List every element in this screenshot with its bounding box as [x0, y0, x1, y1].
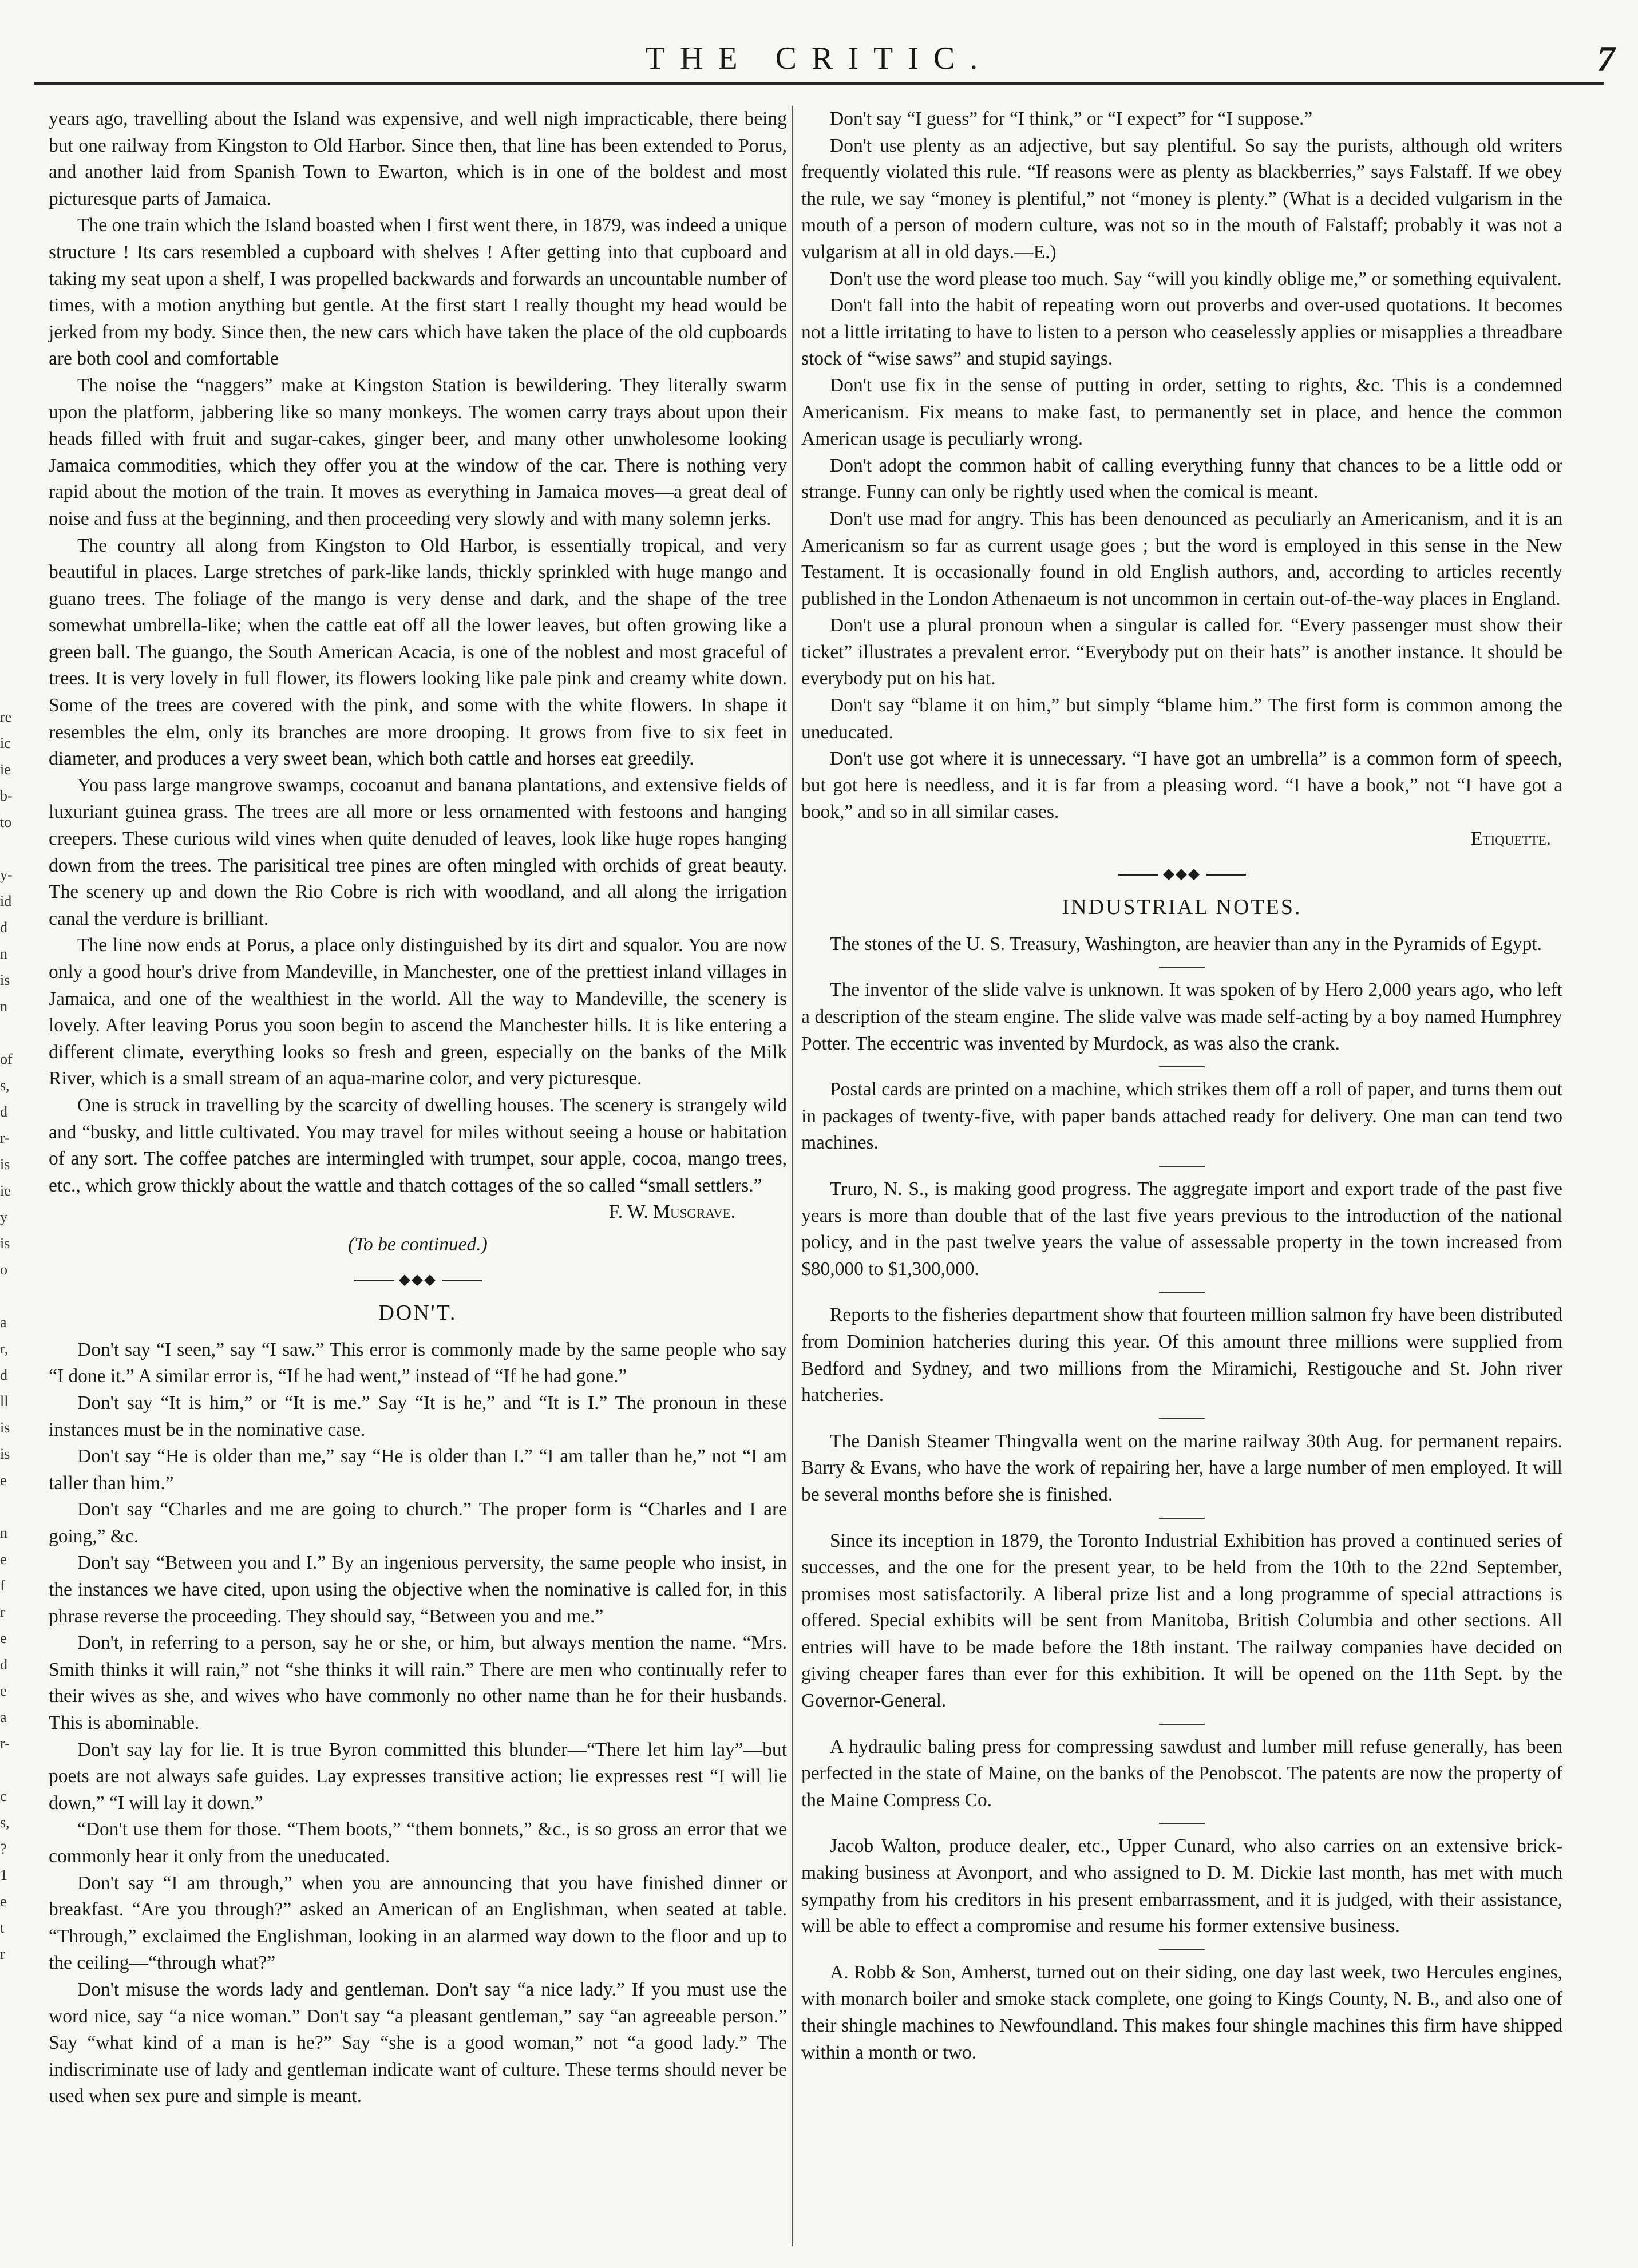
margin-fragment: re — [0, 708, 12, 725]
margin-fragment: a — [0, 1709, 7, 1725]
margin-fragment: d — [0, 919, 7, 936]
dont-paragraph: Don't use fix in the sense of putting in order, setting to rights, &c. This is a condemned Americanism. Fix means to make fast, to permanently set in place, and hence the common American usage is peculiarly wrong. — [801, 374, 1562, 450]
industrial-notes-title: INDUSTRIAL NOTES. — [1062, 895, 1302, 920]
margin-fragment: e — [0, 1630, 7, 1646]
margin-fragment: is — [0, 1446, 10, 1462]
dont-paragraph: “Don't use them for those. “Them boots,” “them bonnets,” &c., is so gross an error that we commonly hear it only from the uneducated. — [49, 1819, 787, 1867]
right-column — [801, 106, 1562, 2066]
margin-fragment: a — [0, 1314, 7, 1331]
dont-paragraph: Don't say “I guess” for “I think,” or “I expect” for “I suppose.” — [830, 108, 1313, 129]
dont-paragraph: Don't use the word please too much. Say “will you kindly oblige me,” or something equivalent. — [830, 268, 1562, 290]
dont-paragraph: Don't misuse the words lady and gentleman. Don't say “a nice lady.” If you must use the word nice, say “a nice woman.” Don't say “a pleasant gentleman,” say “an agreeable person.” Say “what kind of a man is he?” Say “she is a good woman,” not “a good lady.” The indiscriminate use of lady and gentleman indicate want of culture. These terms should never be used when sex pure and simple is meant. — [49, 1978, 787, 2107]
dont-paragraph: Don't say “It is him,” or “It is me.” Say “It is he,” and “It is I.” The pronoun in these instances must be in the nominative case. — [49, 1392, 787, 1440]
dont-paragraph: Don't use plenty as an adjective, but say plentiful. So say the purists, although old writers frequently violated this rule. “If reasons were as plenty as blackberries,” says Falstaff. If we obey the rule, we say “money is plentiful,” not “money is plenty.” (What is a decided vulgarism in the mouth of a person of modern culture, was not so in the mouth of Falstaff; probably it was not a vulgarism at all in old days.—E.) — [801, 134, 1562, 263]
margin-fragment: c — [0, 1788, 7, 1804]
margin-fragment: is — [0, 1235, 10, 1252]
note-separator — [801, 957, 1562, 977]
dont-paragraph: Don't, in referring to a person, say he or she, or him, but always mention the name. “Mrs. Smith thinks it will rain,” not “she thinks it will rain.” There are men who continually refer to their wives as she, and wives who have commonly no other name than he for their husbands. This is abominable. — [49, 1632, 787, 1734]
margin-fragment: of — [0, 1051, 13, 1067]
industrial-note: Since its inception in 1879, the Toronto Industrial Exhibition has proved a continued series of successes, and the one for the present year, to be held from the 10th to the 22nd September, promises most satisfactorily. A liberal prize list and a long programme of special attractions is offered. Special exhibits will be sent from Manitoba, British Columbia and other sections. All entries will have to be made before the 18th instant. The railway companies have decided on giving cheaper fares than ever for this exhibition. It will be opened on the 11th Sept. by the Governor-General. — [801, 1530, 1562, 1712]
margin-fragment: y- — [0, 866, 13, 883]
margin-fragment: r — [0, 1946, 5, 1962]
margin-fragment: e — [0, 1551, 7, 1568]
dont-paragraph: Don't say lay for lie. It is true Byron committed this blunder—“There let him lay”—but poets are not always safe guides. Lay expresses transitive action; lie expresses rest “I will lie down,” “I will lay it down.” — [49, 1739, 787, 1814]
margin-fragment: d — [0, 1103, 7, 1120]
margin-fragment: d — [0, 1656, 7, 1673]
margin-fragment: r, — [0, 1340, 9, 1357]
margin-fragment: b- — [0, 787, 13, 804]
margin-fragment: is — [0, 1156, 10, 1173]
dont-paragraph: Don't say “blame it on him,” but simply “blame him.” The first form is common among the uneducated. — [801, 695, 1562, 743]
margin-fragment: ? — [0, 1840, 7, 1857]
margin-fragment: d — [0, 1367, 7, 1383]
note-separator — [801, 1157, 1562, 1176]
column-divider — [792, 106, 793, 2246]
note-separator — [801, 1715, 1562, 1734]
margin-fragment: ll — [0, 1393, 9, 1410]
industrial-note: A hydraulic baling press for compressing sawdust and lumber mill refuse generally, has been perfected in the state of Maine, on the banks of the Penobscot. The patents are now the property of the Maine Compress Co. — [801, 1736, 1562, 1811]
margin-fragment: to — [0, 814, 12, 830]
etiquette-signature: Etiquette. — [1471, 828, 1551, 850]
margin-fragment: ie — [0, 1182, 11, 1199]
industrial-note: The Danish Steamer Thingvalla went on the marine railway 30th Aug. for permanent repairs. Barry & Evans, who have the work of repairing her, have a large number of men employed. It will be several months before she is finished. — [801, 1430, 1562, 1505]
travel-paragraph: One is struck in travelling by the scarcity of dwelling houses. The scenery is strangely wild and “busky, and little cultivated. You may travel for miles without seeing a house or habitation of any sort. The coffee patches are intermingled with trumpet, sour apple, cocoa, mango trees, etc., which grow thickly about the wattle and thatch cottages of the so called “small settlers.” — [49, 1094, 787, 1196]
travel-paragraph: The line now ends at Porus, a place only distinguished by its dirt and squalor. You are now only a good hour's drive from Mandeville, in Manchester, one of the prettiest inland villages in Jamaica, and one of the wealthiest in the world. All the way to Mandeville, the scenery is lovely. After leaving Porus you soon begin to ascend the Manchester hills. It is like entering a different climate, everything looks so fresh and green, especially on the banks of the Milk River, which is a small stream of an aqua-marine color, and very picturesque. — [49, 935, 787, 1090]
note-separator — [801, 1409, 1562, 1428]
industrial-note: Jacob Walton, produce dealer, etc., Upper Cunard, who also carries on an extensive brick-making business at Avonport, and who assigned to D. M. Dickie last month, has met with much sympathy from his creditors in his present embarrassment, and it is judged, with their assistance, will be able to effect a compromise and resume his former extensive business. — [801, 1835, 1562, 1937]
left-column — [49, 106, 787, 2110]
continued-note: (To be continued.) — [348, 1233, 488, 1255]
header-rule — [34, 82, 1604, 85]
note-separator — [801, 1814, 1562, 1833]
margin-fragment: e — [0, 1472, 7, 1489]
dont-paragraph: Don't adopt the common habit of calling everything funny that chances to be a little odd or strange. Funny can only be rightly used when the comical is meant. — [801, 454, 1562, 503]
margin-fragment: y — [0, 1209, 7, 1225]
dont-paragraph: Don't use got where it is unnecessary. “I have got an umbrella” is a common form of speech, but got here is needless, and it is far from a pleasing word. “I have a book,” not “I have got a book,” and so in all similar cases. — [801, 748, 1562, 823]
margin-fragment: r — [0, 1604, 5, 1620]
margin-fragment — [0, 1283, 23, 1309]
page-number: 7 — [1597, 38, 1615, 79]
margin-fragment: n — [0, 945, 7, 962]
margin-fragment — [0, 1494, 23, 1520]
margin-fragment: s, — [0, 1814, 10, 1831]
margin-fragment: is — [0, 972, 10, 988]
travel-paragraph: The one train which the Island boasted when I first went there, in 1879, was indeed a unique structure ! Its cars resembled a cupboard with shelves ! After getting into that cupboard and taking my seat upon a shelf, I was propelled backwards and forwards an uncountable number of times, with a motion anything but gentle. At the first start I really thought my head would be jerked from my body. Since then, the new cars which have taken the place of the old cupboards are both cool and comfortable — [49, 215, 787, 370]
margin-fragment: ic — [0, 735, 11, 751]
note-separator — [801, 1057, 1562, 1076]
dont-paragraph: Don't say “I am through,” when you are announcing that you have finished dinner or breakfast. “Are you through?” asked an American of an Englishman, when seated at table. “Through,” exclaimed the Englishman, looking in an alarmed way down to the floor and up to the ceiling—“through what?” — [49, 1872, 787, 1974]
note-separator — [801, 1509, 1562, 1528]
margin-fragment: is — [0, 1419, 10, 1436]
industrial-note: Truro, N. S., is making good progress. The aggregate import and export trade of the past five years is more than double that of the last five years previous to the introduction of the national policy, and in the past twelve years the value of assessable property in the town increased from $80,000 to $1,300,000. — [801, 1178, 1562, 1280]
travel-paragraph: years ago, travelling about the Island was expensive, and well nigh impracticable, there being but one railway from Kingston to Old Harbor. Since then, that line has been extended to Porus, and another laid from Spanish Town to Ewarton, which is in one of the boldest and most picturesque parts of Jamaica. — [49, 108, 787, 209]
margin-fragment: e — [0, 1893, 7, 1910]
industrial-note: The stones of the U. S. Treasury, Washington, are heavier than any in the Pyramids of Egypt. — [830, 933, 1542, 955]
travel-paragraph: You pass large mangrove swamps, cocoanut and banana plantations, and extensive fields of luxuriant guinea grass. The trees are all more or less ornamented with festoons and hanging creepers. These curious wild vines when quite denuded of leaves, look like huge ropes hanging down from the trees. The parisitical tree pines are often mingled with orchids of great beauty. The scenery up and down the Rio Cobre is rich with woodland, and all along the irrigation canal the verdure is brilliant. — [49, 774, 787, 929]
dont-paragraph: Don't say “He is older than me,” say “He is older than I.” “I am taller than he,” not “I am taller than him.” — [49, 1446, 787, 1494]
page-header — [0, 34, 1638, 86]
margin-fragment: n — [0, 1525, 7, 1541]
industrial-note: Postal cards are printed on a machine, which strikes them off a roll of paper, and turns them out in packages of twenty-five, with paper bands attached ready for delivery. One man can tend two machines. — [801, 1079, 1562, 1154]
margin-fragment: n — [0, 998, 7, 1015]
dont-paragraph: Don't use a plural pronoun when a singular is called for. “Every passenger must show their ticket” illustrates a prevalent error. “Everybody put on their hats” is another instance. It should be everybody put on his hat. — [801, 615, 1562, 690]
travel-paragraph: The noise the “naggers” make at Kingston Station is bewildering. They literally swarm upon the platform, jabbering like so many monkeys. The women carry trays about upon their heads filled with fruit and sugar-cakes, ginger beer, and many other unwholesome looking Jamaica commodities, which they offer you at the window of the car. There is nothing very rapid about the motion of the train. It moves as everything in Jamaica moves—a great deal of noise and fuss at the beginning, and then proceeding very slowly and with many solemn jerks. — [49, 374, 787, 529]
margin-fragment — [0, 1757, 23, 1783]
dont-paragraph: Don't use mad for angry. This has been denounced as peculiarly an Americanism, and it is an Americanism so far as current usage goes ; but the word is employed in this sense in the New Testament. It is occasionally found in old English authors, and, according to articles recently published in the London Athenaeum is not uncommon in certain out-of-the-way places in England. — [801, 508, 1562, 609]
industrial-note: A. Robb & Son, Amherst, turned out on their siding, one day last week, two Hercules engines, with monarch boiler and smoke stack complete, one going to Kings County, N. B., and also one of their shingle machines to Newfoundland. This makes four shingle machines this firm have shipped within a month or two. — [801, 1961, 1562, 2063]
industrial-note: The inventor of the slide valve is unknown. It was spoken of by Hero 2,000 years ago, who left a description of the steam engine. The slide valve was made self-acting by a boy named Humphrey Potter. The eccentric was invented by Murdock, as was also the crank. — [801, 979, 1562, 1054]
margin-fragments — [0, 704, 23, 1968]
margin-fragment: 1 — [0, 1867, 7, 1883]
margin-fragment: o — [0, 1261, 7, 1278]
dont-section-title: DON'T. — [378, 1301, 457, 1325]
dont-paragraph: Don't fall into the habit of repeating worn out proverbs and over-used quotations. It becomes not a little irritating to have to listen to a person who ceaselessly applies or misapplies a threadbare stock of “wise saws” and stupid sayings. — [801, 295, 1562, 370]
note-separator — [801, 1283, 1562, 1302]
margin-fragment: r- — [0, 1130, 10, 1146]
margin-fragment — [0, 836, 23, 862]
industrial-note: Reports to the fisheries department show that fourteen million salmon fry have been distributed from Dominion hatcheries during this year. Of this amount three millions were supplied from Bedford and Sydney, and two millions from the Miramichi, Restigouche and St. John river hatcheries. — [801, 1304, 1562, 1406]
dont-paragraph: Don't say “I seen,” say “I saw.” This error is commonly made by the same people who say “I done it.” A similar error is, “If he had went,” instead of “If he had gone.” — [49, 1339, 787, 1387]
ornament-divider: ◆◆◆ — [801, 861, 1562, 888]
margin-fragment — [0, 1020, 23, 1046]
margin-fragment: t — [0, 1919, 5, 1936]
dont-paragraph: Don't say “Between you and I.” By an ingenious perversity, the same people who insist, in the instances we have cited, upon using the objective when the nominative is called for, in this phrase reverse the proceeding. They should say, “Between you and me.” — [49, 1552, 787, 1627]
margin-fragment: f — [0, 1577, 5, 1594]
masthead-title: THE CRITIC. — [645, 41, 993, 76]
travel-paragraph: The country all along from Kingston to Old Harbor, is essentially tropical, and very beautiful in places. Large stretches of park-like lands, thickly sprinkled with huge mango and guano trees. The foliage of the mango is very dense and dark, and the shape of the tree somewhat umbrella-like; when the cattle eat off all the lower leaves, but often growing like a green ball. The guango, the South American Acacia, is one of the noblest and most graceful of trees. It is very lovely in full flower, its flowers looking like pale pink and creamy white down. Some of the trees are covered with the pink, and some with the white flowers. In shape it resembles the elm, only its branches are more drooping. It grows from five to six feet in diameter, and produces a very sweet bean, which both cattle and horses eat greedily. — [49, 535, 787, 770]
margin-fragment: e — [0, 1683, 7, 1699]
margin-fragment: r- — [0, 1735, 10, 1752]
article-signature: F. W. Musgrave. — [608, 1201, 735, 1223]
margin-fragment: ie — [0, 761, 11, 778]
ornament-divider: ◆◆◆ — [49, 1266, 787, 1293]
margin-fragment: id — [0, 893, 12, 909]
note-separator — [801, 1940, 1562, 1960]
dont-paragraph: Don't say “Charles and me are going to church.” The proper form is “Charles and I are going,” &c. — [49, 1499, 787, 1547]
margin-fragment: s, — [0, 1077, 10, 1094]
